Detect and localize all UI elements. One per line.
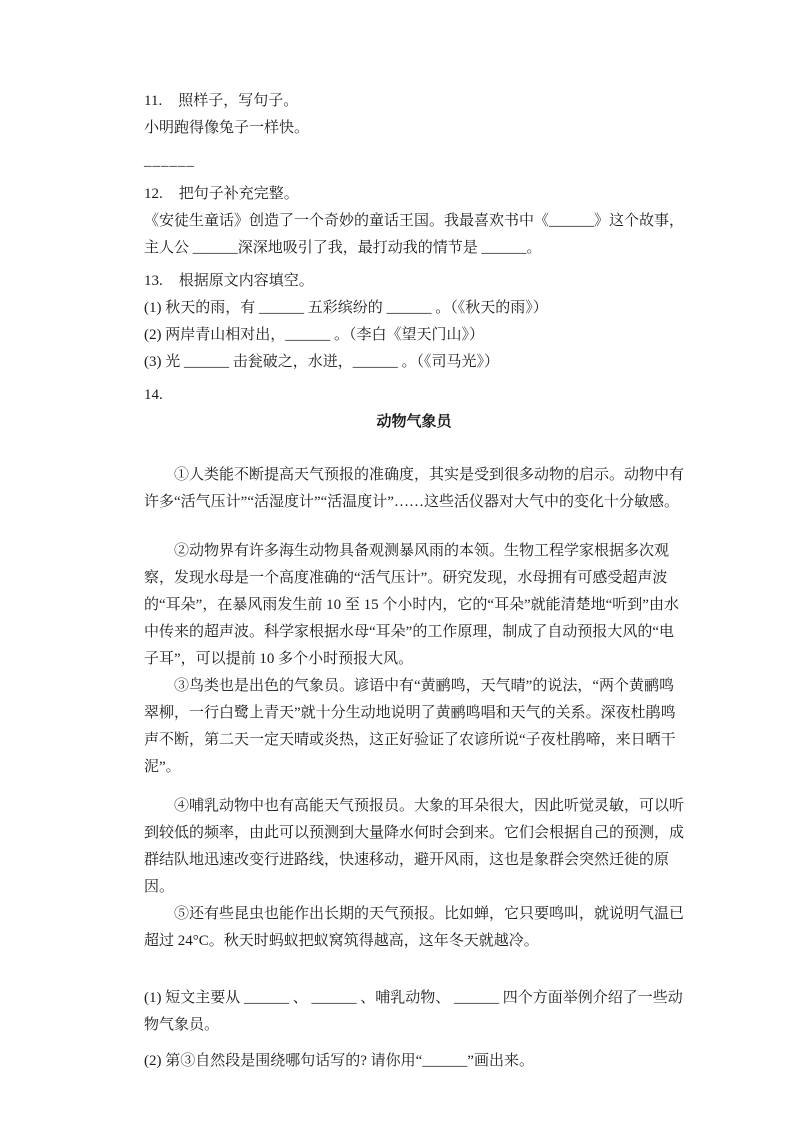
- question-11-header: [144, 88, 684, 115]
- essay-sub-question-1: (1) 短文主要从 ______ 、 ______ 、哺乳动物、 ______ 四个方面举例介绍了一些动物气象员。: [144, 990, 683, 1033]
- question-13-header: [144, 268, 684, 295]
- essay-questions: [144, 985, 684, 1075]
- essay-sub-question-2: (2) 第③自然段是围绕哪句话写的? 请你用“______”画出来。: [144, 1053, 534, 1069]
- question-14: [144, 382, 684, 1075]
- question-12-header: [144, 181, 684, 208]
- question-13-number: 13.: [144, 273, 163, 289]
- question-14-number: 14.: [144, 387, 163, 403]
- essay-title: 动物气象员: [376, 414, 452, 430]
- question-11-example: 小明跑得像兔子一样快。: [144, 120, 310, 136]
- essay-paragraph-1: ①人类能不断提高天气预报的准确度，其实是受到很多动物的启示。动物中有许多“活气压计”“活湿度计”“活温度计”……这些活仪器对大气中的变化十分敏感。: [144, 467, 685, 510]
- question-12-number: 12.: [144, 186, 163, 202]
- essay-paragraph-2: ②动物界有许多海生动物具备观测暴风雨的本领。生物工程学家根据多次观察，发现水母是一个高度准确的“活气压计”。研究发现，水母拥有可感受超声波的“耳朵”，在暴风雨发生前 10 至 15 个小时内，它的“耳朵”就能清楚地“听到”由水中传来的超声波。科学家根据水母“耳朵”的工作原理，制成了自动预报大风的“电子耳”，可以提前 10 多个小时预报大风。: [144, 543, 679, 667]
- question-13-item-1: (1) 秋天的雨，有 ______ 五彩缤纷的 ______ 。（《秋天的雨》）: [144, 300, 548, 316]
- question-13: [144, 268, 684, 376]
- essay-paragraph-4: ④哺乳动物中也有高能天气预报员。大象的耳朵很大，因此听觉灵敏，可以听到较低的频率，由此可以预测到大量降水何时会到来。它们会根据自己的预测，成群结队地迅速改变行进路线，快速移动，避开风雨，这也是象群会突然迁徙的原因。: [144, 798, 685, 895]
- question-11-answer-blank: ______: [144, 153, 195, 169]
- question-11: [144, 88, 684, 175]
- question-13-item-2: (2) 两岸青山相对出，______ 。（李白《望天门山》）: [144, 327, 484, 343]
- essay-paragraph-5: ⑤还有些昆虫也能作出长期的天气预报。比如蝉，它只要鸣叫，就说明气温已超过 24°C。秋天时蚂蚁把蚁窝筑得越高，这年冬天就越冷。: [144, 906, 685, 949]
- essay-paragraph-3: ③鸟类也是出色的气象员。谚语中有“黄鹂鸣，天气晴”的说法，“两个黄鹂鸣翠柳，一行白鹭上青天”就十分生动地说明了黄鹂鸣唱和天气的关系。深夜杜鹃鸣声不断，第二天一定天晴或炎热，这正好验证了农谚所说“子夜杜鹃啼，来日晒干泥”。: [144, 678, 676, 775]
- question-12: [144, 181, 684, 262]
- question-12-prompt: 把句子补充完整。: [178, 186, 299, 202]
- question-13-item-3: (3) 光 ______ 击瓮破之，水迸，______ 。（《司马光》）: [144, 354, 499, 370]
- question-11-prompt: 照样子，写句子。: [178, 93, 299, 109]
- question-12-body: 《安徒生童话》创造了一个奇妙的童话王国。我最喜欢书中《______》这个故事，主人公 ______深深地吸引了我，最打动我的情节是 ______。: [144, 213, 685, 256]
- question-13-prompt: 根据原文内容填空。: [178, 273, 314, 289]
- question-11-number: 11.: [144, 93, 163, 109]
